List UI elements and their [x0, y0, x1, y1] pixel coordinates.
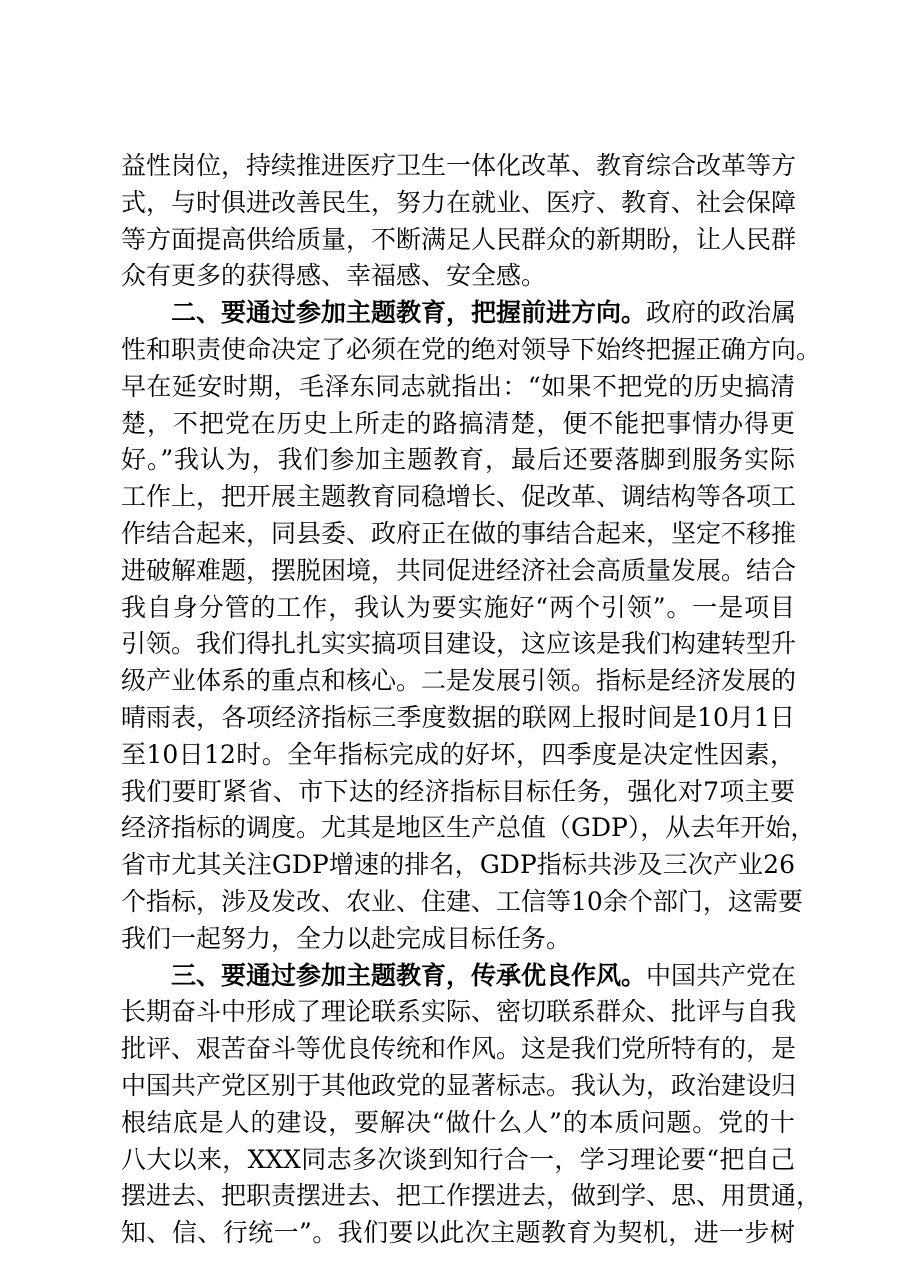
- text-line: 批评、艰苦奋斗等优良传统和作风。这是我们党所特有的，是: [121, 1034, 797, 1064]
- text-line: 个指标，涉及发改、农业、住建、工信等10余个部门，这需要: [121, 886, 803, 916]
- text-line: 楚，不把党在历史上所走的路搞清楚，便不能把事情办得更: [121, 408, 795, 438]
- text-line: 摆进去、把职责摆进去、把工作摆进去，做到学、思、用贯通，: [121, 1181, 822, 1211]
- section-heading-3: 三、要通过参加主题教育，传承优良作风。: [171, 960, 647, 990]
- text-line: 益性岗位，持续推进医疗卫生一体化改革、教育综合改革等方: [121, 151, 797, 180]
- text-line: 知、信、行统一”。我们要以此次主题教育为契机，进一步树: [121, 1218, 795, 1248]
- text-line: 省市尤其关注GDP增速的排名，GDP指标共涉及三次产业26: [121, 850, 795, 880]
- text-line: 根结底是人的建设，要解决“做什么人”的本质问题。党的十: [121, 1107, 795, 1137]
- text-fragment: 政府的政治属: [646, 298, 797, 328]
- section-heading-2: 二、要通过参加主题教育，把握前进方向。: [171, 298, 647, 328]
- text-line: 性和职责使命决定了必须在党的绝对领导下始终把握正确方向。: [121, 334, 822, 364]
- text-line: 我们一起努力，全力以赴完成目标任务。: [121, 923, 572, 953]
- text-line: 经济指标的调度。尤其是地区生产总值（GDP），从去年开始，: [121, 813, 816, 843]
- text-line: 中国共产党区别于其他政党的显著标志。我认为，政治建设归: [121, 1070, 797, 1100]
- text-line: 我自身分管的工作，我认为要实施好“两个引领”。一是项目: [121, 592, 795, 622]
- text-line: 早在延安时期，毛泽东同志就指出：“如果不把党的历史搞清: [121, 371, 795, 401]
- text-line: 至10日12时。全年指标完成的好坏，四季度是决定性因素，: [121, 739, 795, 769]
- text-line: 式，与时俱进改善民生，努力在就业、医疗、教育、社会保障: [121, 187, 797, 217]
- document-body: [121, 148, 822, 1252]
- text-line: 作结合起来，同县委、政府正在做的事结合起来，坚定不移推: [121, 518, 797, 548]
- text-line: 等方面提高供给质量，不断满足人民群众的新期盼，让人民群: [121, 224, 797, 254]
- text-line: 我们要盯紧省、市下达的经济指标目标任务，强化对7项主要: [121, 776, 795, 806]
- text-fragment: 中国共产党在: [646, 960, 797, 990]
- text-line: 众有更多的获得感、幸福感、安全感。: [121, 261, 547, 291]
- paragraph-2: [121, 295, 822, 957]
- text-line: 八大以来，XXX同志多次谈到知行合一，学习理论要“把自己: [121, 1144, 795, 1174]
- text-line: 引领。我们得扎扎实实搞项目建设，这应该是我们构建转型升: [121, 629, 797, 659]
- paragraph-1: [121, 148, 795, 295]
- text-line: 进破解难题，摆脱困境，共同促进经济社会高质量发展。结合: [121, 555, 797, 585]
- text-line: 好。”我认为，我们参加主题教育，最后还要落脚到服务实际: [121, 445, 795, 475]
- text-line: 级产业体系的重点和核心。二是发展引领。指标是经济发展的: [121, 666, 797, 696]
- text-line-with-heading: [121, 958, 795, 995]
- text-line: 晴雨表，各项经济指标三季度数据的联网上报时间是10月1日: [121, 702, 795, 732]
- text-line: 工作上，把开展主题教育同稳增长、促改革、调结构等各项工: [121, 482, 797, 512]
- text-line-with-heading: [121, 295, 795, 332]
- paragraph-3: [121, 958, 822, 1252]
- text-line: 长期奋斗中形成了理论联系实际、密切联系群众、批评与自我: [121, 997, 797, 1027]
